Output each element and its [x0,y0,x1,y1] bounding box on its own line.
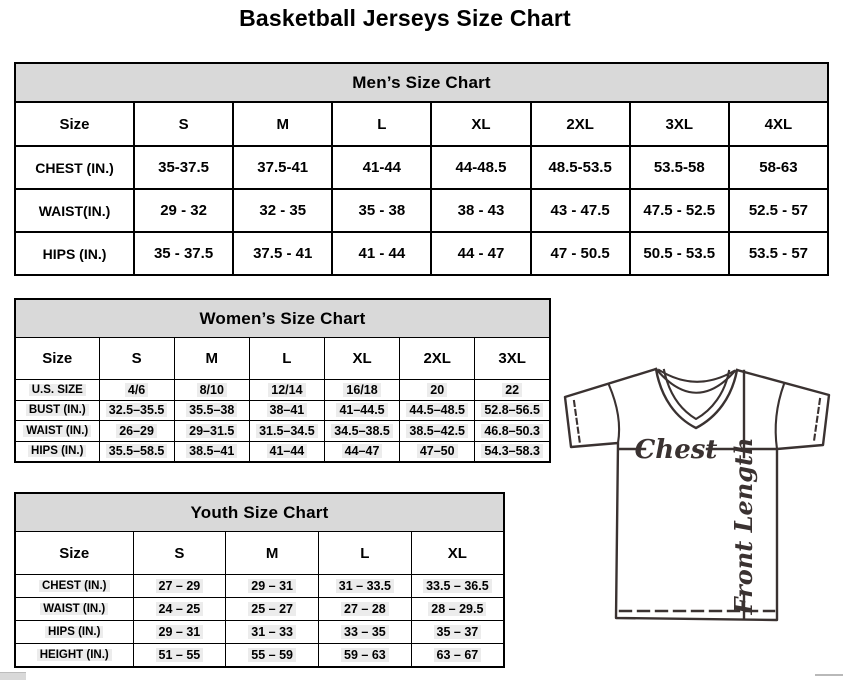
row-label-text: HEIGHT (IN.) [37,649,112,661]
column-header: M [174,338,249,380]
size-value-text: 38–41 [267,403,308,417]
size-value-text: 33.5 – 36.5 [423,579,492,593]
size-value-cell [249,400,324,421]
column-header: S [133,532,226,575]
size-value-text: 25 – 27 [248,602,296,616]
row-label [15,421,99,442]
table-row [15,421,550,442]
size-value-cell [249,441,324,462]
size-value-cell [729,232,828,275]
column-header: 3XL [475,338,550,380]
table-row [15,189,828,232]
size-value-cell [324,400,399,421]
size-value-text: 53.5 - 57 [748,245,809,262]
size-value-cell [99,421,174,442]
table-title: Youth Size Chart [15,493,504,532]
size-value-text: 26–29 [116,424,157,438]
womens-size-table [14,298,551,463]
size-value-text: 37.5 - 41 [253,245,313,262]
row-label [15,146,134,189]
chest-measure-label: Chest [634,435,718,465]
size-value-text: 31.5–34.5 [256,424,318,438]
right-cuff-stitch [814,399,820,441]
size-value-cell [133,598,226,621]
size-value-cell [475,421,550,442]
size-value-text: 35.5–38 [186,403,237,417]
row-label [15,189,134,232]
size-value-cell [531,189,630,232]
size-value-cell [411,621,504,644]
size-value-cell [134,146,233,189]
collar-back-arc-shallow [659,370,734,382]
size-value-text: 58-63 [759,159,798,176]
size-value-text: 31 – 33.5 [336,579,394,593]
size-value-text: 29 – 31 [248,579,296,593]
jersey-diagram [556,358,843,630]
size-value-cell [99,380,174,401]
size-value-cell [133,621,226,644]
size-value-cell [332,232,431,275]
column-header: M [233,102,332,146]
size-value-text: 63 – 67 [434,648,482,662]
size-value-text: 50.5 - 53.5 [643,245,716,262]
size-value-cell [431,232,530,275]
row-label-text: WAIST(IN.) [38,202,111,219]
scrollbar-fragment-right[interactable] [815,674,843,676]
size-value-text: 29–31.5 [186,424,237,438]
size-value-cell [475,400,550,421]
size-value-text: 47 - 50.5 [550,245,610,262]
size-value-text: 47.5 - 52.5 [643,202,716,219]
size-value-text: 29 - 32 [160,202,207,219]
youth-size-table [14,492,505,668]
table-title: Men’s Size Chart [15,63,828,102]
size-value-cell [475,441,550,462]
row-label [15,621,133,644]
size-value-text: 51 – 55 [156,648,204,662]
column-header: 2XL [400,338,475,380]
size-value-text: 29 – 31 [156,625,204,639]
size-value-cell [134,232,233,275]
column-header: 3XL [630,102,729,146]
size-value-cell [319,575,412,598]
size-value-text: 59 – 63 [341,648,389,662]
column-header: S [99,338,174,380]
table-row [15,146,828,189]
size-value-cell [174,421,249,442]
table-row [15,575,504,598]
row-label-text: BUST (IN.) [26,404,89,416]
table-row [15,598,504,621]
table-row [15,380,550,401]
size-value-cell [400,421,475,442]
row-label [15,380,99,401]
size-value-text: 44–47 [342,444,383,458]
size-value-text: 41 - 44 [358,245,406,262]
size-value-text: 16/18 [343,383,380,397]
left-cuff-stitch [574,401,580,444]
size-value-text: 44.5–48.5 [406,403,468,417]
column-header: Size [15,532,133,575]
size-value-cell [324,380,399,401]
size-value-cell [324,421,399,442]
size-value-text: 38 - 43 [457,202,505,219]
size-value-text: 46.8–50.3 [481,424,543,438]
size-value-text: 24 – 25 [156,602,204,616]
row-label [15,598,133,621]
size-value-cell [233,146,332,189]
size-value-cell [233,189,332,232]
size-value-cell [332,189,431,232]
table-row [15,400,550,421]
size-value-text: 27 – 28 [341,602,389,616]
column-header: L [332,102,431,146]
size-value-cell [729,189,828,232]
size-header-row [15,338,550,380]
size-value-cell [174,400,249,421]
mens-size-table [14,62,829,276]
size-value-cell [324,441,399,462]
column-header: L [319,532,412,575]
jersey-outline [565,369,829,620]
size-value-cell [226,598,319,621]
page-title: Basketball Jerseys Size Chart [239,5,571,31]
row-label-text: HIPS (IN.) [28,445,86,457]
size-value-text: 41-44 [362,159,402,176]
size-value-cell [411,644,504,668]
size-value-cell [400,441,475,462]
size-value-cell [630,189,729,232]
size-value-text: 28 – 29.5 [428,602,486,616]
table-row [15,232,828,275]
size-value-cell [174,380,249,401]
table-row [15,441,550,462]
size-value-cell [319,621,412,644]
row-label [15,400,99,421]
size-value-cell [411,598,504,621]
row-label [15,441,99,462]
size-value-text: 47–50 [417,444,458,458]
size-value-cell [133,575,226,598]
size-value-text: 22 [502,383,522,397]
column-header: S [134,102,233,146]
size-value-text: 52.8–56.5 [481,403,543,417]
size-value-text: 35 – 37 [434,625,482,639]
size-value-text: 41–44 [267,444,308,458]
table-row [15,644,504,668]
size-value-text: 48.5-53.5 [548,159,612,176]
size-value-text: 35 - 37.5 [153,245,214,262]
row-label-text: WAIST (IN.) [23,425,91,437]
size-value-cell [475,380,550,401]
size-value-cell [531,146,630,189]
size-value-text: 27 – 29 [156,579,204,593]
row-label-text: HIPS (IN.) [45,626,103,638]
size-value-text: 38.5–42.5 [406,424,468,438]
column-header: 4XL [729,102,828,146]
size-value-text: 41–44.5 [336,403,387,417]
row-label-text: WAIST (IN.) [40,603,108,615]
size-value-cell [174,441,249,462]
size-value-cell [630,146,729,189]
size-value-text: 35 - 38 [358,202,406,219]
row-label-text: CHEST (IN.) [35,159,114,176]
size-header-row [15,102,828,146]
size-value-text: 52.5 - 57 [748,202,809,219]
size-value-cell [233,232,332,275]
size-value-cell [319,598,412,621]
column-header: XL [324,338,399,380]
size-value-text: 54.3–58.3 [481,444,543,458]
size-value-cell [531,232,630,275]
size-value-cell [332,146,431,189]
size-value-cell [249,380,324,401]
table-title: Women’s Size Chart [15,299,550,338]
size-value-text: 55 – 59 [248,648,296,662]
size-value-text: 35.5–58.5 [106,444,168,458]
row-label-text: HIPS (IN.) [42,245,107,262]
size-value-cell [133,644,226,668]
column-header: 2XL [531,102,630,146]
size-value-text: 8/10 [197,383,227,397]
size-value-text: 44 - 47 [457,245,505,262]
size-value-text: 37.5-41 [257,159,309,176]
column-header: M [226,532,319,575]
row-label [15,232,134,275]
size-value-cell [400,380,475,401]
size-value-cell [99,400,174,421]
size-value-text: 44-48.5 [455,159,507,176]
size-value-cell [400,400,475,421]
size-value-cell [249,421,324,442]
size-value-text: 34.5–38.5 [331,424,393,438]
size-value-cell [630,232,729,275]
size-header-row [15,532,504,575]
table-row [15,621,504,644]
size-value-cell [431,146,530,189]
size-value-text: 12/14 [268,383,305,397]
size-value-text: 38.5–41 [186,444,237,458]
size-value-text: 20 [427,383,447,397]
size-value-cell [226,644,319,668]
size-value-cell [134,189,233,232]
size-value-cell [411,575,504,598]
size-value-cell [431,189,530,232]
column-header: XL [411,532,504,575]
size-value-text: 32.5–35.5 [106,403,168,417]
size-value-text: 31 – 33 [248,625,296,639]
size-value-text: 32 - 35 [259,202,307,219]
size-value-cell [226,575,319,598]
column-header: XL [431,102,530,146]
size-value-cell [226,621,319,644]
column-header: Size [15,102,134,146]
size-value-text: 4/6 [125,383,148,397]
size-value-text: 53.5-58 [653,159,705,176]
left-armhole-seam [609,385,619,443]
row-label-text: CHEST (IN.) [39,580,110,592]
front-length-measure-label: Front Length [729,437,758,615]
row-label [15,575,133,598]
size-value-text: 33 – 35 [341,625,389,639]
size-value-text: 43 - 47.5 [550,202,610,219]
right-armhole-seam [776,384,784,449]
size-value-cell [319,644,412,668]
column-header: L [249,338,324,380]
column-header: Size [15,338,99,380]
size-value-text: 35-37.5 [158,159,209,176]
size-value-cell [99,441,174,462]
row-label [15,644,133,668]
row-label-text: U.S. SIZE [29,384,86,396]
size-value-cell [729,146,828,189]
